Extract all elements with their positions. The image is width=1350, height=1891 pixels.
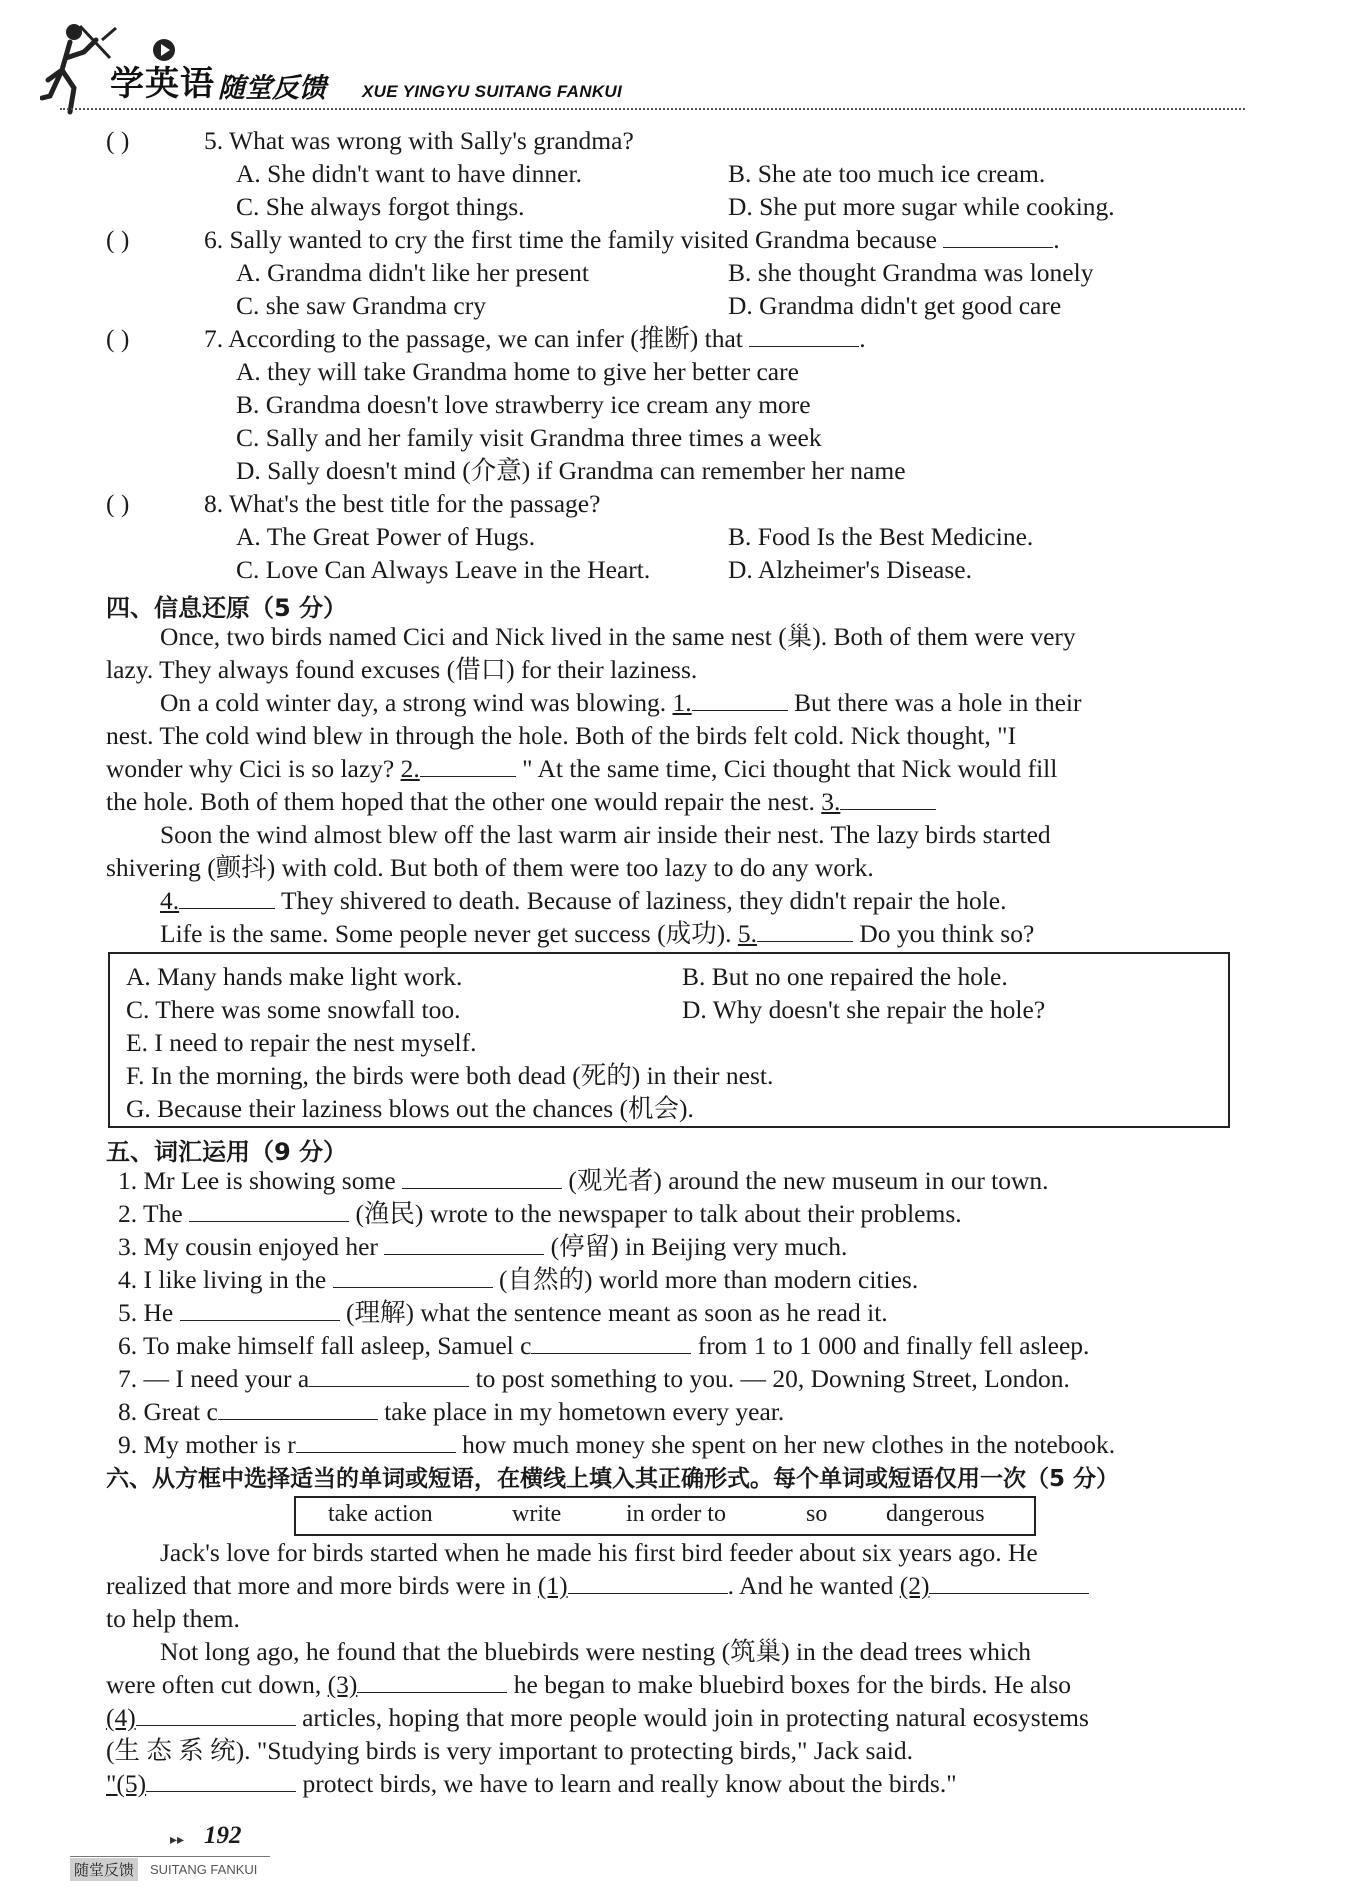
answer-blank[interactable]	[531, 1329, 691, 1354]
option: A. they will take Grandma home to give her better care	[236, 357, 799, 386]
option: C. She always forgot things.	[236, 192, 525, 221]
passage-line: realized that more and more birds were in (1) . And he wanted (2)	[106, 1569, 1089, 1602]
word-bank-item: in order to	[626, 1501, 726, 1527]
answer-blank[interactable]	[757, 917, 853, 942]
brand-title: 学英语	[110, 64, 215, 104]
passage-line: Soon the wind almost blew off the last warm air inside their nest. The lazy birds started	[160, 820, 1051, 849]
passage-line: (生 态 系 统). "Studying birds is very important to protecting birds," Jack said.	[106, 1736, 913, 1765]
option: A. The Great Power of Hugs.	[236, 522, 536, 551]
word-bank-item: dangerous	[886, 1501, 985, 1527]
vocab-item: 5. He (理解) what the sentence meant as soon as he read it.	[118, 1298, 888, 1327]
page-footer	[70, 1812, 390, 1882]
answer-blank[interactable]	[189, 1197, 349, 1222]
arrow-icon: ▸▸	[170, 1832, 185, 1848]
answer-bracket[interactable]: ( )	[106, 225, 130, 254]
option: B. Grandma doesn't love strawberry ice cream any more	[236, 390, 811, 419]
section-5-title: 五、词汇运用（9 分）	[106, 1138, 348, 1166]
passage-line: Jack's love for birds started when he made his first bird feeder about six years ago. He	[160, 1538, 1038, 1567]
option: D. Sally doesn't mind (介意) if Grandma can remember her name	[236, 456, 906, 485]
answer-blank[interactable]	[179, 884, 275, 909]
header-divider	[60, 108, 1245, 110]
option: B. she thought Grandma was lonely	[728, 258, 1094, 287]
option: A. She didn't want to have dinner.	[236, 159, 582, 188]
vocab-item: 4. I like living in the (自然的) world more than modern cities.	[118, 1265, 919, 1294]
option: A. Grandma didn't like her present	[236, 258, 589, 287]
option: F. In the morning, the birds were both dead (死的) in their nest.	[126, 1061, 774, 1090]
word-bank-box	[294, 1496, 1036, 1536]
passage-line: "(5) protect birds, we have to learn and really know about the birds."	[106, 1769, 957, 1798]
runner-icon	[40, 18, 120, 118]
option: D. Why doesn't she repair the hole?	[682, 995, 1046, 1024]
answer-blank[interactable]	[749, 322, 859, 347]
answer-blank[interactable]	[943, 223, 1053, 248]
answer-blank[interactable]	[692, 686, 788, 711]
vocab-item: 6. To make himself fall asleep, Samuel c from 1 to 1 000 and finally fell asleep.	[118, 1331, 1090, 1360]
vocab-item: 3. My cousin enjoyed her (停留) in Beijing very much.	[118, 1232, 848, 1261]
footer-badge: 随堂反馈	[70, 1858, 138, 1881]
option: B. She ate too much ice cream.	[728, 159, 1046, 188]
vocab-item: 1. Mr Lee is showing some (观光者) around the new museum in our town.	[118, 1166, 1049, 1195]
section-4-title: 四、信息还原（5 分）	[106, 594, 348, 622]
question-6: 6. Sally wanted to cry the first time the family visited Grandma because .	[204, 225, 1060, 254]
answer-bracket[interactable]: ( )	[106, 489, 130, 518]
option: D. Grandma didn't get good care	[728, 291, 1062, 320]
passage-line: 4. They shivered to death. Because of laziness, they didn't repair the hole.	[160, 886, 1007, 915]
option: C. Love Can Always Leave in the Heart.	[236, 555, 651, 584]
footer-pinyin: SUITANG FANKUI	[150, 1862, 258, 1877]
vocab-item: 2. The (渔民) wrote to the newspaper to talk about their problems.	[118, 1199, 962, 1228]
passage-line: Once, two birds named Cici and Nick lived in the same nest (巢). Both of them were very	[160, 622, 1076, 651]
question-8: 8. What's the best title for the passage?	[204, 489, 601, 518]
passage-line: were often cut down, (3) he began to make bluebird boxes for the birds. He also	[106, 1670, 1072, 1699]
option: G. Because their laziness blows out the chances (机会).	[126, 1094, 694, 1123]
option: D. She put more sugar while cooking.	[728, 192, 1115, 221]
passage-line: Life is the same. Some people never get success (成功). 5. Do you think so?	[160, 919, 1035, 948]
answer-blank[interactable]	[357, 1668, 507, 1693]
question-5: 5. What was wrong with Sally's grandma?	[204, 126, 634, 155]
answer-bracket[interactable]: ( )	[106, 324, 130, 353]
passage-line: wonder why Cici is so lazy? 2. " At the same time, Cici thought that Nick would fill	[106, 754, 1058, 783]
answer-blank[interactable]	[420, 752, 516, 777]
word-bank-item: take action	[328, 1501, 433, 1527]
passage-line: the hole. Both of them hoped that the other one would repair the nest. 3.	[106, 785, 936, 818]
passage-line: shivering (颤抖) with cold. But both of them were too lazy to do any work.	[106, 853, 874, 882]
answer-blank[interactable]	[146, 1767, 296, 1792]
section-4-options-box	[108, 952, 1230, 1128]
option: E. I need to repair the nest myself.	[126, 1028, 477, 1057]
answer-blank[interactable]	[384, 1230, 544, 1255]
answer-blank[interactable]	[929, 1569, 1089, 1594]
passage-line: to help them.	[106, 1604, 240, 1633]
page-header	[40, 10, 1040, 120]
brand-subtitle: 随堂反馈	[218, 73, 326, 104]
option: C. she saw Grandma cry	[236, 291, 486, 320]
answer-bracket[interactable]: ( )	[106, 126, 130, 155]
vocab-item: 8. Great c take place in my hometown every year.	[118, 1397, 785, 1426]
question-7: 7. According to the passage, we can infer (推断) that .	[204, 324, 866, 353]
option: B. Food Is the Best Medicine.	[728, 522, 1034, 551]
vocab-item: 9. My mother is r how much money she spent on her new clothes in the notebook.	[118, 1430, 1116, 1459]
option: C. There was some snowfall too.	[126, 995, 461, 1024]
option: B. But no one repaired the hole.	[682, 962, 1008, 991]
answer-blank[interactable]	[333, 1263, 493, 1288]
answer-blank[interactable]	[402, 1164, 562, 1189]
passage-line: Not long ago, he found that the bluebirds were nesting (筑巢) in the dead trees which	[160, 1637, 1032, 1666]
vocab-item: 7. — I need your a to post something to you. — 20, Downing Street, London.	[118, 1364, 1070, 1393]
passage-line: lazy. They always found excuses (借口) for their laziness.	[106, 655, 698, 684]
word-bank-item: write	[512, 1501, 562, 1527]
brand-pinyin: XUE YINGYU SUITANG FANKUI	[362, 82, 623, 101]
passage-line: (4) articles, hoping that more people would join in protecting natural ecosystems	[106, 1703, 1089, 1732]
answer-blank[interactable]	[568, 1569, 728, 1594]
section-6-title: 六、从方框中选择适当的单词或短语，在横线上填入其正确形式。每个单词或短语仅用一次（5 分）	[106, 1466, 1120, 1492]
option: D. Alzheimer's Disease.	[728, 555, 972, 584]
answer-blank[interactable]	[296, 1428, 456, 1453]
passage-line: On a cold winter day, a strong wind was blowing. 1. But there was a hole in their	[160, 688, 1082, 717]
page-number: 192	[204, 1822, 242, 1849]
option: A. Many hands make light work.	[126, 962, 463, 991]
passage-line: nest. The cold wind blew in through the hole. Both of the birds felt cold. Nick thought, "I	[106, 721, 1017, 750]
word-bank-item: so	[806, 1501, 828, 1527]
answer-blank[interactable]	[180, 1296, 340, 1321]
answer-blank[interactable]	[840, 785, 936, 810]
answer-blank[interactable]	[309, 1362, 469, 1387]
answer-blank[interactable]	[218, 1395, 378, 1420]
option: C. Sally and her family visit Grandma three times a week	[236, 423, 822, 452]
footer-divider	[70, 1856, 270, 1857]
answer-blank[interactable]	[136, 1701, 296, 1726]
